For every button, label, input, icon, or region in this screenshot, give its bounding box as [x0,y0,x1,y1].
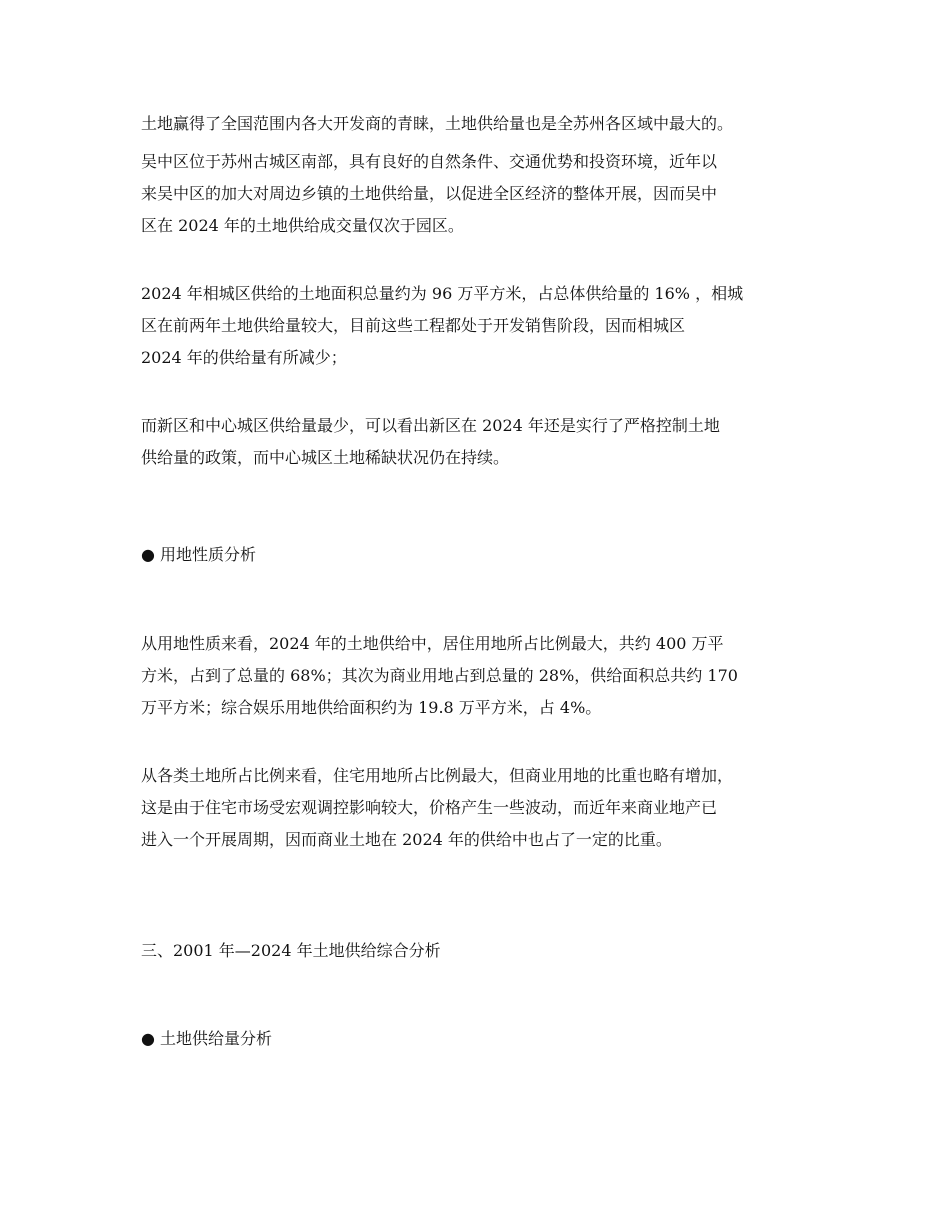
section-heading: ● 用地性质分析 [141,545,257,564]
section-heading: 三、2001 年—2024 年土地供给综合分析 [141,941,441,960]
text-line: 从各类土地所占比例来看，住宅用地所占比例最大，但商业用地的比重也略有增加， [141,766,734,785]
paragraph-wuzhong [141,146,821,242]
text-line: 来吴中区的加大对周边乡镇的土地供给量，以促进全区经济的整体开展，因而吴中 [141,184,718,203]
paragraph-land-use-ratio [141,628,821,724]
section-heading: ● 土地供给量分析 [141,1029,273,1048]
text-line: 从用地性质来看，2024 年的土地供给中，居住用地所占比例最大，共约 400 万平 [141,634,724,653]
text-line: 方米，占到了总量的 68%；其次为商业用地占到总量的 28%，供给面积总共约 170 [141,666,738,685]
text-line: 供给量的政策，而中心城区土地稀缺状况仍在持续。 [141,448,510,467]
text-line: 而新区和中心城区供给量最少，可以看出新区在 2024 年还是实行了严格控制土地 [141,416,720,435]
heading-land-use-analysis [141,539,821,571]
paragraph-land-type-proportion [141,760,821,856]
text-line: 这是由于住宅市场受宏观调控影响较大，价格产生一些波动，而近年来商业地产已 [141,798,718,817]
heading-land-supply-analysis [141,1023,821,1055]
text-line: 吴中区位于苏州古城区南部，具有良好的自然条件、交通优势和投资环境，近年以 [141,152,718,171]
text-line: 2024 年相城区供给的土地面积总量约为 96 万平方米，占总体供给量的 16% ，相城 [141,284,744,303]
text-line: 区在 2024 年的土地供给成交量仅次于园区。 [141,216,464,235]
text-line: 进入一个开展周期，因而商业土地在 2024 年的供给中也占了一定的比重。 [141,830,672,849]
text-line: 土地赢得了全国范围内各大开发商的青睐，土地供给量也是全苏州各区域中最大的。 [141,114,734,133]
paragraph-new-district [141,410,821,474]
paragraph-intro-end [141,108,821,140]
text-line: 区在前两年土地供给量较大，目前这些工程都处于开发销售阶段，因而相城区 [141,316,686,335]
text-line: 万平方米；综合娱乐用地供给面积约为 19.8 万平方米，占 4%。 [141,698,602,717]
heading-section-three [141,935,821,967]
paragraph-xiangcheng [141,278,821,374]
text-line: 2024 年的供给量有所减少； [141,348,347,367]
